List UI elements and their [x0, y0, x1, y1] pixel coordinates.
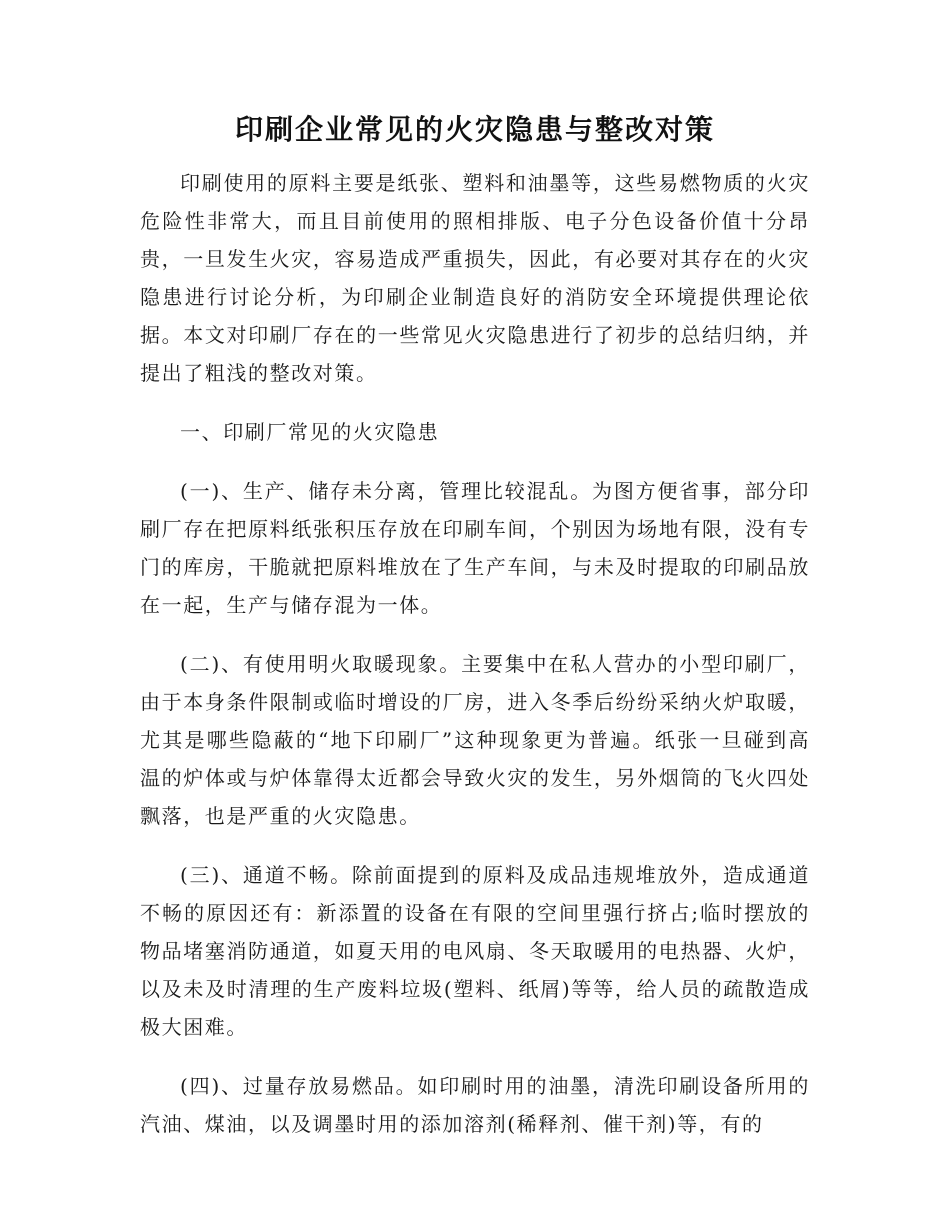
document-title: 印刷企业常见的火灾隐患与整改对策	[234, 113, 715, 146]
document-body	[140, 164, 810, 1164]
paragraph-item-2: (二)、有使用明火取暖现象。主要集中在私人营办的小型印刷厂，由于本身条件限制或临时增设的厂房，进入冬季后纷纷采纳火炉取暖，尤其是哪些隐蔽的“地下印刷厂”这种现象更为普遍。纸张一旦碰到高温的炉体或与炉体靠得太近都会导致火灾的发生，另外烟筒的飞火四处飘落，也是严重的火灾隐患。	[140, 652, 810, 828]
paragraph-item-4: (四)、过量存放易燃品。如印刷时用的油墨，清洗印刷设备所用的汽油、煤油，以及调墨时用的添加溶剂(稀释剂、催干剂)等，有的	[140, 1074, 810, 1136]
paragraph-item-3: (三)、通道不畅。除前面提到的原料及成品违规堆放外，造成通道不畅的原因还有：新添置的设备在有限的空间里强行挤占;临时摆放的物品堵塞消防通道，如夏天用的电风扇、冬天取暖用的电热器、火炉，以及未及时清理的生产废料垃圾(塑料、纸屑)等等，给人员的疏散造成极大困难。	[140, 863, 810, 1039]
section-heading: 一、印刷厂常见的火灾隐患	[180, 420, 440, 444]
paragraph-item-1: (一)、生产、储存未分离，管理比较混乱。为图方便省事，部分印刷厂存在把原料纸张积压存放在印刷车间，个别因为场地有限，没有专门的库房，干脆就把原料堆放在了生产车间，与未及时提取的印刷品放在一起，生产与储存混为一体。	[140, 479, 810, 617]
paragraph-intro: 印刷使用的原料主要是纸张、塑料和油墨等，这些易燃物质的火灾危险性非常大，而且目前使用的照相排版、电子分色设备价值十分昂贵，一旦发生火灾，容易造成严重损失，因此，有必要对其存在的火灾隐患进行讨论分析，为印刷企业制造良好的消防安全环境提供理论依据。本文对印刷厂存在的一些常见火灾隐患进行了初步的总结归纳，并提出了粗浅的整改对策。	[140, 171, 810, 385]
